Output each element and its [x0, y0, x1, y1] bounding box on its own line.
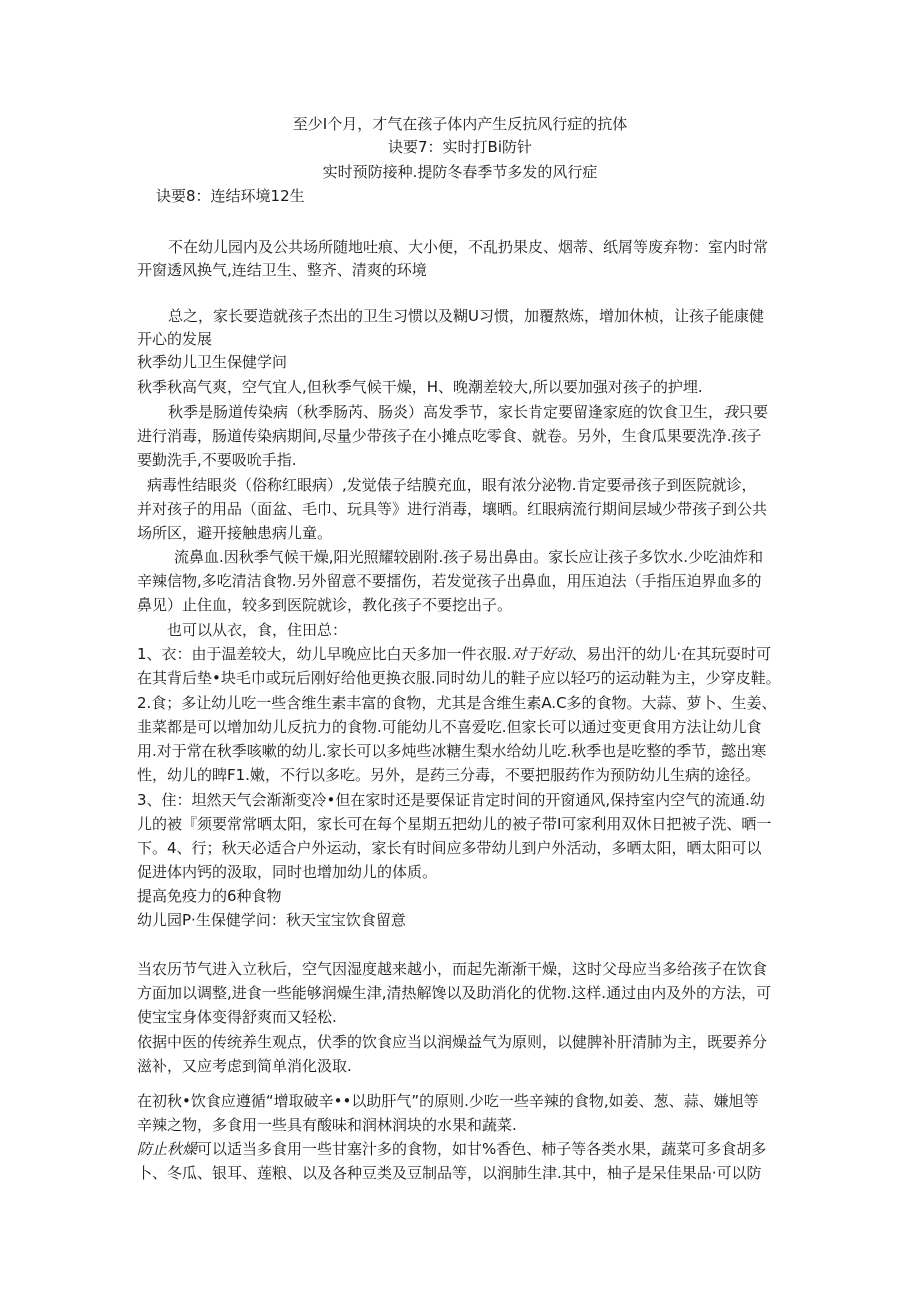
intestinal-line-1: [168, 401, 768, 423]
travel-line-2: 促进体内钙的汲取，同时也增加幼儿的体质。: [137, 863, 438, 881]
diet-para4-line-1-italic: 防止秋燥: [137, 1140, 198, 1158]
header-line-3: 实时预防接种.提防冬春季节多发的风行症: [322, 163, 598, 181]
clothing-line-1: [137, 643, 771, 665]
tip8-body-line-1: 不在幼儿园内及公共场所随地吐痕、大小便，不乱扔果皮、烟蒂、纸屑等废弃物：室内时常: [168, 238, 769, 256]
intestinal-line-1-pre: 秋季是肠道传染病（秋季肠芮、肠炎）高发季节，家长肯定要留逢家庭的饮食卫生，: [168, 403, 724, 421]
diet-para3-line-1: 在初秋•饮食应遵循“增取破辛••以助肝气”的原则.少吃一些辛辣的食物,如姜、葱、蒜、嫌旭等: [137, 1092, 759, 1110]
housing-line-1: 3、住：坦然天气会渐渐变冷•但在家时还是要保证肯定时间的开窗通风,保持室内空气的流通.幼: [137, 791, 765, 809]
summary-line-2: 开心的发展: [137, 330, 213, 348]
autumn-intro: 秋季秋高气爽，空气宜人,但秋季气候干燥，H、晚潮差较大,所以要加强对孩子的护埋.: [137, 378, 703, 396]
intestinal-line-2: 进行消毒，肠道传染病期间,尽量少带孩子在小摊点吃零食、就卷。另外，生食瓜果要洗净.孩子: [137, 427, 762, 445]
intestinal-line-1-italic: 我: [723, 403, 739, 421]
tip8-title: 诀要8：连结环境12生: [156, 187, 305, 205]
lead-line: 也可以从衣，食，住田总：: [167, 621, 348, 639]
intestinal-line-3: 要勤洗手,不要吸吮手指.: [137, 451, 297, 469]
header-line-2: 诀要7：实时打Bi防针: [387, 138, 532, 156]
clothing-line-2: 在其背后垫•块毛巾或玩后刚好给他更换衣服.同时幼儿的鞋子应以轻巧的运动鞋为主，少穿皮鞋。: [137, 669, 781, 687]
conjunctivitis-line-3: 场所区，避开接触患病儿童。: [137, 524, 333, 542]
summary-line-1: 总之，家长要造就孩子杰出的卫生习惯以及糊U习惯，加覆熬炼，增加休桢，让孩子能康健: [168, 307, 764, 325]
tip8-body-line-2: 开窗透风换气,连结卫生、整齐、清爽的环境: [137, 261, 427, 279]
food-line-2: 韭菜都是可以增加幼儿反抗力的食物.可能幼儿不喜爱吃.但家长可以通过变更食用方法让幼儿食: [137, 718, 762, 736]
nosebleed-line-3: 鼻见）止住血，较多到医院就诊，教化孩子不要挖出子。: [137, 596, 513, 614]
travel-line-1: 下。4、行；秋天必适合户外运动，家长有时间应多带幼儿到户外活动，多晒太阳，晒太阳可以: [137, 839, 762, 857]
diet-para1-line-2: 方面加以调整,进食一些能够润燥生津,清热解馋以及助消化的优物.这样.通过由内及外的方法，可: [137, 984, 772, 1002]
immunity-title: 提高免疫力的6种食物: [137, 887, 282, 905]
clothing-line-1-post: 、易出汗的幼儿·在其玩耍时可: [571, 645, 772, 663]
diet-para4-line-2: 卜、冬瓜、银耳、莲粮、以及各种豆类及豆制品等，以润肺生津.其中，柚子是呆佳果品·可以防: [137, 1164, 762, 1182]
header-line-1: 至少I个月，才气在孩子体内产生反抗风行症的抗体: [292, 115, 628, 133]
clothing-line-1-pre: 1、衣：由于温差较大，幼儿早晚应比白天多加一件衣服.: [137, 645, 512, 663]
intestinal-line-1-post: 只要: [738, 403, 769, 421]
diet-section-title: 幼儿园P·生保健学问：秋天宝宝饮食留意: [137, 911, 406, 929]
housing-line-2: 儿的被『须要常常晒太阳，家长可在每个星期五把幼儿的被子带I可家利用双休日把被子洗、晒一: [137, 815, 772, 833]
food-line-3: 用.对于常在秋季咳嗽的幼儿.家长可以多炖些冰糖生梨水给幼儿吃.秋季也是吃整的季节，懿出寒: [137, 742, 767, 760]
autumn-section-title: 秋季幼儿卫生保健学问: [137, 353, 288, 371]
food-line-1: 2.食；多让幼儿吃一些含维生素丰富的食物，尤其是含维生素A.C多的食物。大蒜、萝卜、生姜、: [137, 694, 777, 712]
diet-para3-line-2: 辛辣之物，多食用一些具有酸味和润林润块的水果和蔬菜.: [137, 1116, 517, 1134]
diet-para1-line-1: 当农历节气进入立秋后，空气因湿度越来越小，而起先渐渐干燥，这时父母应当多给孩子在饮食: [137, 960, 768, 978]
diet-para2-line-1: 依据中医的传统养生观点，伏季的饮食应当以润燥益气为原则，以健脾补肝清肺为主，既要养分: [137, 1033, 768, 1051]
diet-para2-line-2: 滋补，又应考虑到简单消化汲取.: [137, 1057, 352, 1075]
food-line-4: 性，幼儿的睥F1.嫩，不行以多吃。另外，是药三分毒，不要把服药作为预防幼儿生病的途径。: [137, 766, 760, 784]
nosebleed-line-1: 流鼻血.因秋季气候干燥,阳光照耀较剧附.孩子易出鼻由。家长应让孩子多饮水.少吃油炸和: [174, 548, 764, 566]
conjunctivitis-line-1: 病毒性结眼炎（俗称红眼病）,发觉俵子结膜充血，眼有浓分泌物.肯定要帚孩子到医院就诊，: [147, 476, 757, 494]
diet-para1-line-3: 使宝宝身体变得舒爽而又轻松.: [137, 1008, 337, 1026]
nosebleed-line-2: 辛辣信物,多吃清洁食物.另外留意不要擂伤，若发觉孩子出鼻血，用压迫法（手指压迫界血多的: [137, 572, 762, 590]
diet-para4-line-1: [137, 1138, 766, 1160]
clothing-line-1-italic: 对于好动: [511, 645, 572, 663]
conjunctivitis-line-2: 并对孩子的用品（面盆、毛巾、玩具等》进行消毒，壤晒。红眼病流行期间层域少带孩子到公共: [137, 500, 768, 518]
diet-para4-line-1-post: 可以适当多食用一些甘塞汁多的食物，如甘%香色、柿子等各类水果，蔬菜可多食胡多: [197, 1140, 767, 1158]
